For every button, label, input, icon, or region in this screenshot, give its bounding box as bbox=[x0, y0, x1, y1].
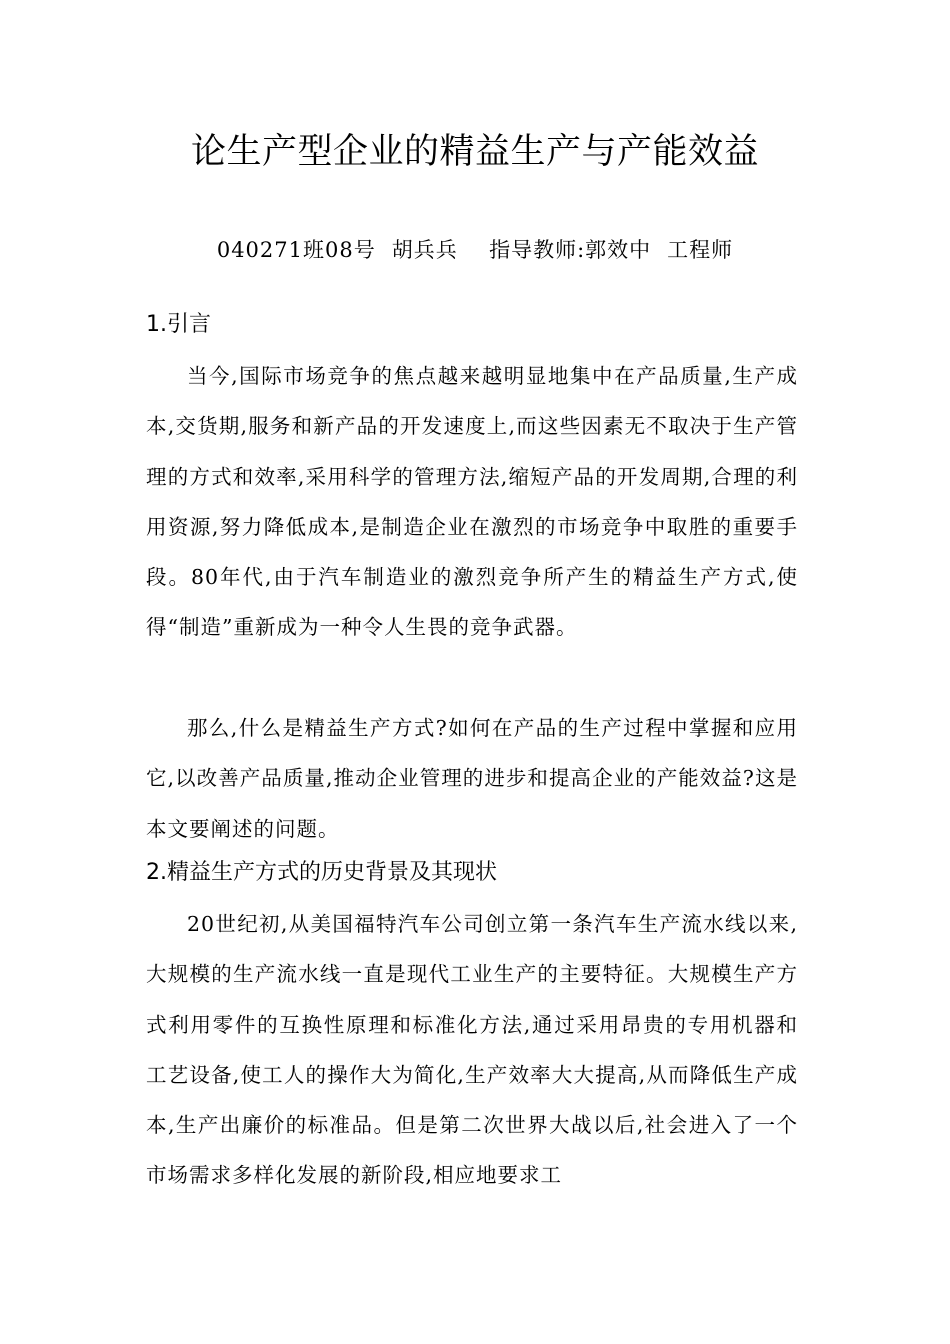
byline bbox=[0, 234, 950, 266]
class-number: 040271班08号 bbox=[216, 238, 376, 262]
section-heading-history: 2.精益生产方式的历史背景及其现状 bbox=[146, 860, 497, 885]
paragraph-history-1: 20世纪初,从美国福特汽车公司创立第一条汽车生产流水线以来,大规模的生产流水线一直是现代工业生产的主要特征。大规模生产方式利用零件的互换性原理和标准化方法,通过采用昂贵的专用机器和工艺设备,使工人的操作大为简化,生产效率大大提高,从而降低生产成本,生产出廉价的标准品。但是第二次世界大战以后,社会进入了一个市场需求多样化发展的新阶段,相应地要求工 bbox=[146, 912, 798, 1188]
author-name: 胡兵兵 bbox=[391, 238, 458, 262]
paragraph-intro-1: 当今,国际市场竞争的焦点越来越明显地集中在产品质量,生产成本,交货期,服务和新产品的开发速度上,而这些因素无不取决于生产管理的方式和效率,采用科学的管理方法,缩短产品的开发周期,合理的利用资源,努力降低成本,是制造企业在激烈的市场竞争中取胜的重要手段。80年代,由于汽车制造业的激烈竞争所产生的精益生产方式,使得“制造”重新成为一种令人生畏的竞争武器。 bbox=[146, 364, 798, 640]
paragraph-intro-2: 那么,什么是精益生产方式?如何在产品的生产过程中掌握和应用它,以改善产品质量,推动企业管理的进步和提高企业的产能效益?这是本文要阐述的问题。 bbox=[146, 716, 798, 841]
advisor: 指导教师:郭效中 bbox=[489, 238, 652, 262]
document-title: 论生产型企业的精益生产与产能效益 bbox=[190, 132, 759, 172]
section-heading-intro: 1.引言 bbox=[146, 312, 211, 337]
advisor-title: 工程师 bbox=[667, 238, 734, 262]
